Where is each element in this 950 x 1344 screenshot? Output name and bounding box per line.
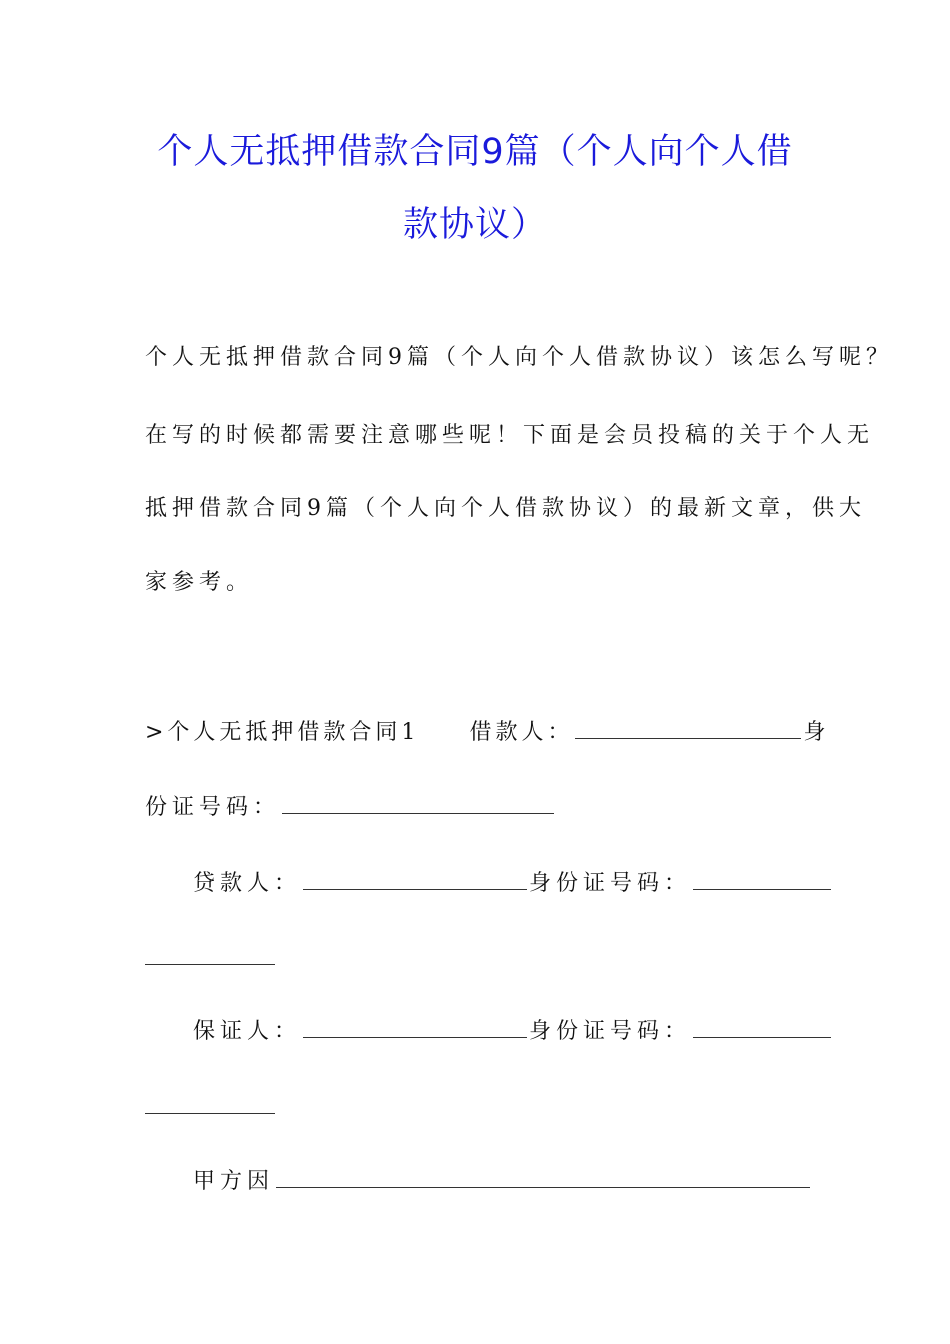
- party-a-row: [193, 1167, 812, 1196]
- lender-id-blank-continued: [145, 964, 275, 965]
- guarantor-name-blank: [303, 1017, 527, 1038]
- lender-id-blank: [693, 869, 831, 890]
- lender-name-blank: [303, 869, 527, 890]
- intro-line-1: 个人无抵押借款合同9篇（个人向个人借款协议）该怎么写呢？: [145, 345, 893, 370]
- lender-row: [193, 869, 833, 898]
- guarantor-label: 保证人：: [193, 1019, 302, 1044]
- borrower-id-blank: [282, 793, 554, 814]
- party-a-reason-blank: [276, 1167, 810, 1188]
- borrower-label: 借款人：: [469, 720, 574, 745]
- guarantor-id-label: 身份证号码：: [529, 1019, 692, 1044]
- document-title-line-1: 个人无抵押借款合同9篇（个人向个人借: [157, 132, 793, 172]
- intro-line-3: 抵押借款合同9篇（个人向个人借款协议）的最新文章，供大: [145, 496, 866, 521]
- lender-label: 贷款人：: [193, 871, 302, 896]
- borrower-id-row: [145, 793, 556, 822]
- intro-line-2: 在写的时候都需要注意哪些呢！下面是会员投稿的关于个人无: [145, 423, 875, 448]
- borrower-name-blank: [575, 718, 801, 739]
- document-title-line-2: 款协议）: [402, 205, 547, 245]
- contract-heading: >个人无抵押借款合同1: [145, 720, 420, 745]
- lender-id-label: 身份证号码：: [529, 871, 692, 896]
- guarantor-id-blank: [693, 1017, 831, 1038]
- intro-line-4: 家参考。: [145, 570, 254, 595]
- guarantor-row: [193, 1017, 833, 1046]
- contract-heading-row: [145, 718, 829, 747]
- borrower-id-label-start: 身: [803, 720, 830, 745]
- party-a-label: 甲方因: [193, 1169, 275, 1194]
- borrower-id-label: 份证号码：: [145, 795, 281, 820]
- guarantor-id-blank-continued: [145, 1113, 275, 1114]
